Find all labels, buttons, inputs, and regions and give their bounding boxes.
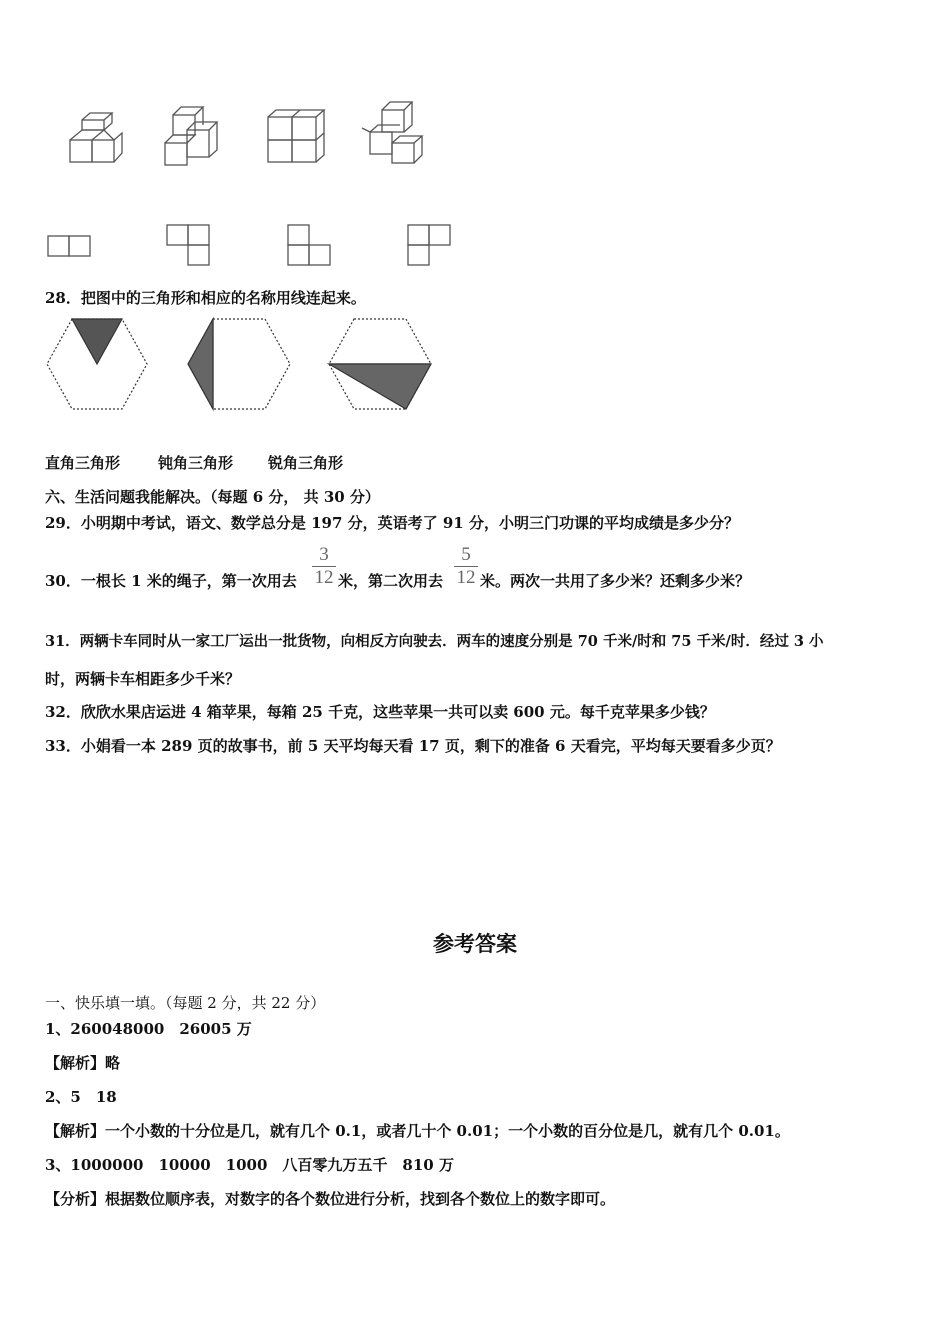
answers-title: 参考答案: [433, 932, 517, 956]
answer-1-note: [45, 1052, 120, 1073]
answer-3-note: [45, 1188, 615, 1209]
question-29: 29．小明期中考试，语文、数学总分是 197 分，英语考了 91 分，小明三门功课的平均成绩是多少分？: [45, 514, 739, 532]
fraction-denominator: 12: [456, 567, 476, 588]
question-30-part3: 米。两次一共用了多少米？还剩多少米？: [480, 572, 751, 590]
fraction-numerator: 3: [319, 544, 329, 565]
section-6-heading: 六、生活问题我能解决。（每题 6 分， 共 30 分）: [45, 488, 380, 506]
question-31-line1: 31．两辆卡车同时从一家工厂运出一批货物，向相反方向驶去．两车的速度分别是 70 千米/时和 75 千米/时．经过 3 小: [45, 633, 824, 650]
view-figure-2: [167, 225, 209, 265]
cube-figure-3: [268, 110, 324, 162]
note-tag: 【分析】: [45, 1190, 106, 1208]
fraction-3-12: [312, 545, 336, 588]
fraction-5-12: [454, 545, 478, 588]
hexagon-1: [47, 319, 147, 409]
hexagon-2: [188, 319, 290, 409]
hexagon-figures: [45, 315, 440, 415]
cube-figure-2: [165, 107, 217, 165]
answer-1: 1、260048000 26005 万: [45, 1020, 252, 1038]
question-30-part1: 30．一根长 1 米的绳子，第一次用去: [45, 572, 297, 590]
question-28: 28．把图中的三角形和相应的名称用线连起来。: [45, 289, 366, 307]
label-acute-triangle: 锐角三角形: [268, 454, 344, 472]
answer-3: 3、1000000 10000 1000 八百零九万五千 810 万: [45, 1156, 454, 1174]
question-31-line2: 时，两辆卡车相距多少千米？: [45, 670, 241, 688]
note-text: 一个小数的十分位是几，就有几个 0.1，或者几十个 0.01；一个小数的百分位是几，就有几个 0.01。: [105, 1122, 790, 1140]
cube-figures: [60, 95, 440, 175]
note-text: 根据数位顺序表，对数字的各个数位进行分析，找到各个数位上的数字即可。: [105, 1190, 616, 1208]
label-right-triangle: 直角三角形: [45, 454, 121, 472]
label-obtuse-triangle: 钝角三角形: [158, 454, 234, 472]
cube-figure-1: [70, 113, 122, 162]
fraction-numerator: 5: [461, 544, 471, 565]
note-tag: 【解析】: [45, 1122, 106, 1140]
question-32: 32．欣欣水果店运进 4 箱苹果，每箱 25 千克，这些苹果一共可以卖 600 元。每千克苹果多少钱？: [45, 703, 715, 721]
answer-2-note: [45, 1120, 790, 1141]
answers-section-1: 一、快乐填一填。（每题 2 分，共 22 分）: [45, 994, 326, 1012]
question-33: 33．小娟看一本 289 页的故事书，前 5 天平均每天看 17 页，剩下的准备 6 天看完，平均每天要看多少页？: [45, 737, 781, 755]
note-text: 略: [105, 1054, 121, 1072]
answer-2: 2、5 18: [45, 1088, 117, 1106]
cube-figure-4: [362, 102, 422, 163]
view-figure-4: [408, 225, 450, 265]
fraction-denominator: 12: [314, 567, 334, 588]
view-figure-3: [288, 225, 330, 265]
note-tag: 【解析】: [45, 1054, 106, 1072]
view-figures: [45, 220, 455, 270]
question-30-part2: 米，第二次用去: [338, 572, 444, 590]
view-figure-1: [48, 236, 90, 256]
hexagon-3: [329, 319, 431, 409]
